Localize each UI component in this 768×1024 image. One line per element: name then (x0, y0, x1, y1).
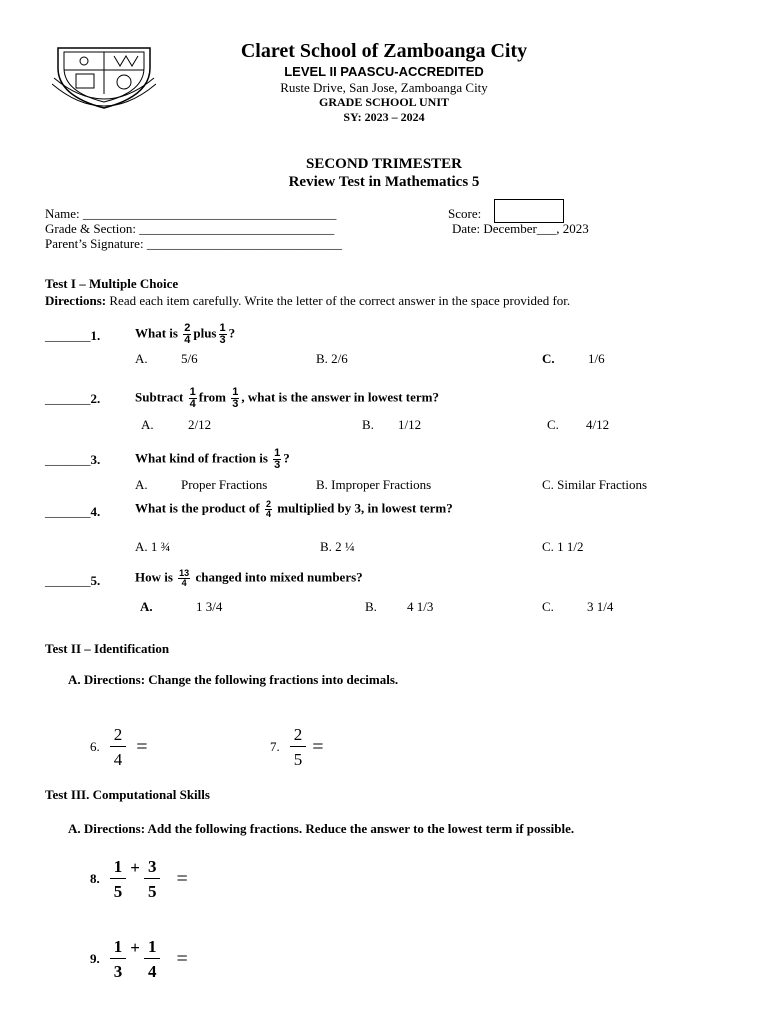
test3-directions: A. Directions: Add the following fractions. Reduce the answer to the lowest term if possible. (68, 821, 575, 836)
fraction: $\frac{3}{5}$ (144, 858, 161, 900)
school-year: SY: 2023 – 2024 (343, 110, 425, 124)
school-address: Ruste Drive, San Jose, Zamboanga City (280, 80, 488, 95)
option-5a: A. (140, 599, 153, 614)
term-title: SECOND TRIMESTER (305, 156, 462, 172)
directions-label: Directions: (45, 293, 107, 308)
option-5a-value: 1 3/4 (196, 599, 223, 614)
date-field: Date: December___, 2023 (452, 221, 589, 236)
option-3c: C. Similar Fractions (542, 477, 648, 492)
option-4b: B. 2 ¼ (320, 539, 355, 554)
fraction: $\frac{1}{3}$ (219, 322, 226, 346)
item-7 (270, 726, 324, 768)
question-5: How is $\frac{13}{4}$ changed into mixed numbers? (135, 568, 363, 588)
answer-blank-2[interactable]: _______2. (45, 391, 101, 406)
question-2: Subtract $\frac{1}{4}$ from $\frac{1}{3}$ , what is the answer in lowest term? (135, 386, 439, 410)
option-2c: C. (547, 417, 559, 432)
fraction: $\frac{1}{3}$ (274, 447, 281, 471)
plus-sign: + (130, 938, 140, 957)
item-number: 8. (90, 871, 100, 886)
name-label: Name: (45, 206, 83, 221)
option-5c-value: 3 1/4 (587, 599, 614, 614)
fraction: $\frac{13}{4}$ (179, 568, 190, 588)
parent-line: ______________________________ (146, 236, 342, 251)
item-number: 7. (270, 739, 280, 754)
option-1a-value: 5/6 (181, 351, 198, 366)
test3-title: Test III. Computational Skills (45, 787, 210, 802)
equals-sign: = (312, 735, 324, 758)
accreditation: LEVEL II PAASCU-ACCREDITED (284, 64, 484, 79)
option-4c: C. 1 1/2 (542, 539, 584, 554)
equals-sign: = (176, 947, 188, 970)
fraction: $\frac{2}{4}$ (110, 726, 127, 768)
item-6 (90, 726, 148, 768)
option-2a-value: 2/12 (188, 417, 212, 432)
answer-blank-5[interactable]: _______5. (45, 573, 101, 588)
option-1c-value: 1/6 (588, 351, 605, 366)
subject-title: Review Test in Mathematics 5 (288, 174, 480, 190)
test1-title: Test I – Multiple Choice (45, 276, 179, 291)
name-field[interactable] (45, 206, 336, 222)
option-1c: C. (542, 351, 555, 366)
option-1b: B. 2/6 (316, 351, 348, 366)
answer-blank-1[interactable]: _______1. (45, 328, 101, 343)
parent-signature-field[interactable] (45, 236, 342, 252)
option-5c: C. (542, 599, 554, 614)
question-4: What is the product of $\frac{2}{4}$ multiplied by 3, in lowest term? (135, 499, 453, 519)
option-1a: A. (135, 351, 148, 366)
fraction: $\frac{2}{4}$ (184, 322, 191, 346)
option-5b-value: 4 1/3 (407, 599, 434, 614)
fraction: $\frac{2}{4}$ (265, 499, 271, 519)
directions-text: Read each item carefully. Write the letter of the correct answer in the space provided for. (106, 293, 571, 308)
answer-blank-4[interactable]: _______4. (45, 504, 101, 519)
score-label: Score: (448, 206, 482, 221)
question-3: What kind of fraction is $\frac{1}{3}$ ? (135, 447, 290, 471)
item-8 (90, 858, 188, 900)
test2-directions: A. Directions: Change the following fractions into decimals. (68, 672, 399, 687)
grade-line: ______________________________ (139, 221, 335, 236)
answer-blank-3[interactable]: _______3. (45, 452, 101, 467)
option-3a-value: Proper Fractions (181, 477, 268, 492)
score-box[interactable] (494, 199, 564, 223)
equals-sign: = (136, 735, 148, 758)
item-number: 6. (90, 739, 100, 754)
parent-label: Parent’s Signature: (45, 236, 147, 251)
option-2a: A. (141, 417, 154, 432)
item-number: 9. (90, 951, 100, 966)
option-3a: A. (135, 477, 148, 492)
fraction: $\frac{1}{3}$ (232, 386, 239, 410)
option-4a: A. 1 ¾ (135, 539, 171, 554)
fraction: 1 3 (110, 938, 127, 980)
school-unit: GRADE SCHOOL UNIT (318, 95, 450, 109)
name-line: _______________________________________ (82, 206, 337, 221)
grade-label: Grade & Section: (45, 221, 140, 236)
fraction: $\frac{1}{4}$ (144, 938, 161, 980)
grade-section-field[interactable] (45, 221, 334, 237)
question-1: What is $\frac{2}{4}$ plus $\frac{1}{3}$ ? (135, 322, 236, 346)
option-5b: B. (365, 599, 377, 614)
option-2b: B. (362, 417, 374, 432)
option-3b: B. Improper Fractions (316, 477, 432, 492)
item-9 (90, 938, 188, 980)
test1-directions (45, 293, 570, 309)
fraction: $\frac{1}{4}$ (189, 386, 196, 410)
fraction: $\frac{2}{5}$ (290, 726, 307, 768)
option-2c-value: 4/12 (586, 417, 610, 432)
equals-sign: = (176, 867, 188, 890)
test2-title: Test II – Identification (45, 641, 170, 656)
fraction: 1 5 (110, 858, 127, 900)
school-name: Claret School of Zamboanga City (240, 40, 528, 62)
plus-sign: + (130, 858, 140, 877)
option-2b-value: 1/12 (398, 417, 422, 432)
